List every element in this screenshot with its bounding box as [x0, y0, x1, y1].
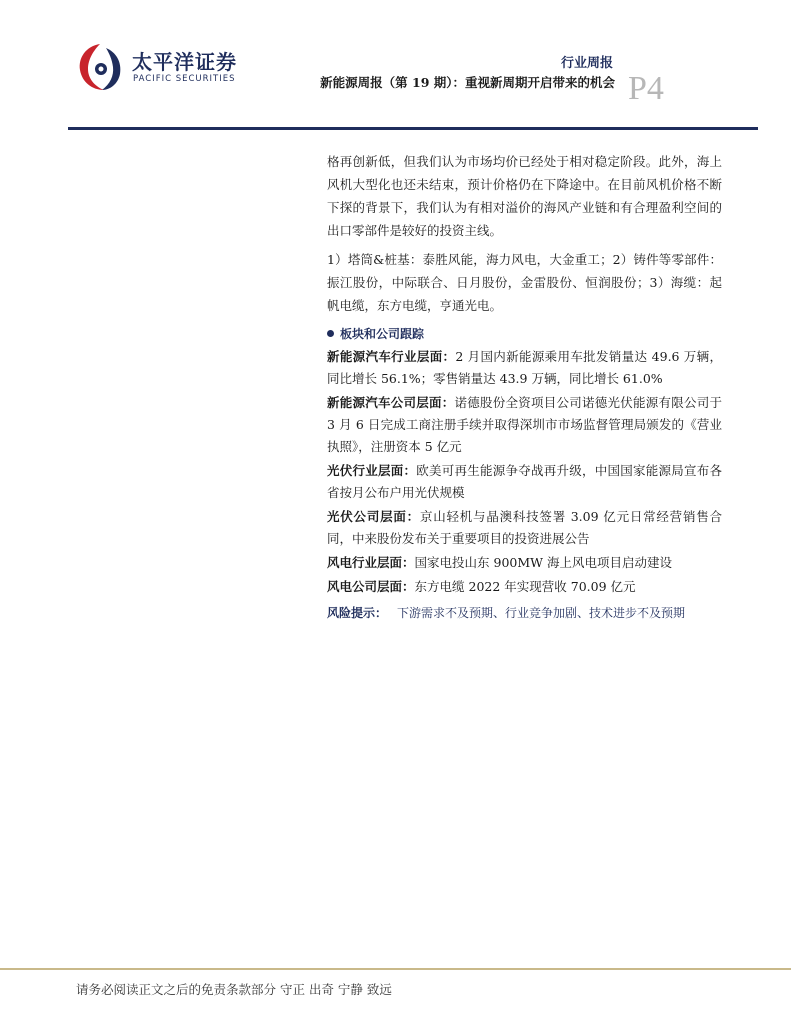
tracking-item-text: 京山轻机与晶澳科技签署 3.09 亿元日常经营销售合同，中来股份发布关于重要项目的投资进展公告	[327, 509, 722, 546]
report-title: 新能源周报（第 19 期）：重视新周期开启带来的机会	[320, 75, 615, 90]
section-heading-label: 板块和公司跟踪	[340, 327, 425, 341]
footer-disclaimer: 请务必阅读正文之后的免责条款部分 守正 出奇 宁静 致远	[76, 982, 392, 997]
risk-label: 风险提示：	[327, 606, 388, 620]
tracking-item	[327, 392, 722, 458]
risk-warning	[327, 602, 722, 624]
logo-english-name: PACIFIC SECURITIES	[133, 74, 236, 84]
tracking-item	[327, 576, 722, 598]
paragraph-market-view: 格再创新低，但我们认为市场均价已经处于相对稳定阶段。此外，海上风机大型化也还未结束，预计价格仍在下降途中。在目前风机价格不断下探的背景下，我们认为有相对溢价的海风产业链和有合理盈利空间的出口零部件是较好的投资主线。	[327, 154, 722, 238]
tracking-item-text: 欧美可再生能源争夺战再升级，中国国家能源局宣布各省按月公布户用光伏规模	[327, 463, 722, 500]
company-logo	[76, 42, 236, 92]
tracking-item-label: 光伏公司层面：	[327, 509, 420, 524]
tracking-item-label: 风电公司层面：	[327, 579, 415, 594]
paragraph-stock-picks: 1）塔筒&桩基：泰胜风能，海力风电，大金重工；2）铸件等零部件：振江股份，中际联合、日月股份，金雷股份、恒润股份；3）海缆：起帆电缆，东方电缆，亨通光电。	[327, 252, 722, 313]
tracking-item	[327, 552, 722, 574]
tracking-item-label: 光伏行业层面：	[327, 463, 417, 478]
tracking-item	[327, 346, 722, 390]
tracking-item	[327, 506, 722, 550]
risk-text: 下游需求不及预期、行业竞争加剧、技术进步不及预期	[397, 606, 686, 620]
tracking-item-text: 东方电缆 2022 年实现营收 70.09 亿元	[414, 579, 636, 594]
tracking-item-text: 国家电投山东 900MW 海上风电项目启动建设	[414, 555, 672, 570]
tracking-item-text: 诺德股份全资项目公司诺德光伏能源有限公司于 3 月 6 日完成工商注册手续并取得深圳市市场监督管理局颁发的《营业执照》，注册资本 5 亿元	[327, 395, 722, 454]
page-number: P4	[628, 70, 664, 107]
tracking-item-label: 新能源汽车行业层面：	[327, 349, 456, 364]
logo-emblem-icon	[76, 42, 124, 92]
bullet-icon	[327, 330, 334, 337]
report-type: 行业周报	[560, 56, 613, 71]
footer-divider	[0, 968, 791, 970]
tracking-item-text: 2 月国内新能源乘用车批发销量达 49.6 万辆，同比增长 56.1%；零售销量达 43.9 万辆，同比增长 61.0%	[327, 349, 722, 386]
tracking-item-label: 新能源汽车公司层面：	[327, 395, 455, 410]
section-heading	[327, 325, 722, 342]
header-divider	[68, 127, 758, 130]
tracking-item	[327, 460, 722, 504]
main-content	[327, 150, 722, 624]
logo-chinese-name: 太平洋证券	[132, 50, 237, 74]
tracking-item-label: 风电行业层面：	[327, 555, 415, 570]
